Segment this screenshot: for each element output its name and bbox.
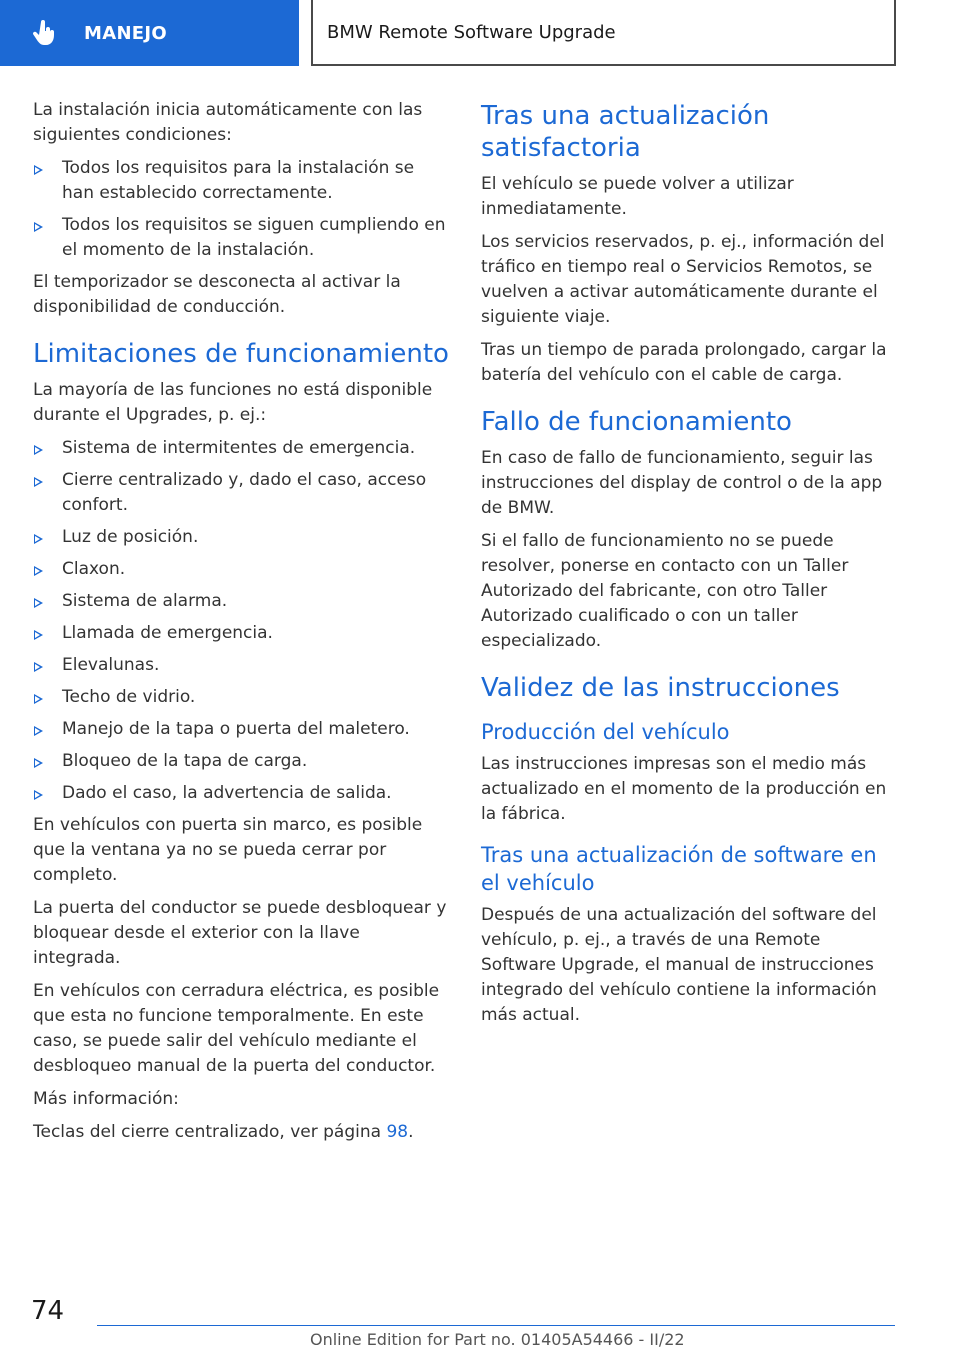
triangle-bullet-icon	[34, 165, 43, 175]
success-text-3: Tras un tiempo de parada prolongado, cargar la batería del vehículo con el cable de carga.	[481, 340, 887, 385]
driver-door-note: La puerta del conductor se puede desbloquear y bloquear desde el exterior con la llave integrada.	[33, 898, 447, 968]
list-item: Dado el caso, la advertencia de salida.	[33, 781, 449, 806]
triangle-bullet-icon	[34, 534, 43, 544]
limitations-list	[33, 436, 449, 806]
timer-note: El temporizador se desconecta al activar la disponibilidad de conducción.	[33, 272, 401, 317]
list-item: Bloqueo de la tapa de carga.	[33, 749, 449, 774]
production-heading: Producción del vehículo	[481, 720, 730, 744]
list-item: Techo de vidrio.	[33, 685, 449, 710]
failure-text-2: Si el fallo de funcionamiento no se puede resolver, ponerse en contacto con un Taller Autorizado del fabricante, con otro Taller Autorizado cualificado o con un taller especializado.	[481, 531, 849, 651]
list-item: Luz de posición.	[33, 525, 449, 550]
more-info-label: Más información:	[33, 1089, 179, 1109]
footer-divider	[97, 1325, 895, 1326]
software-update-text: Después de una actualización del software del vehículo, p. ej., a través de una Remote Software Upgrade, el manual de instrucciones integrado del vehículo contiene la información más actual.	[481, 905, 877, 1025]
list-item: Llamada de emergencia.	[33, 621, 449, 646]
success-text-2: Los servicios reservados, p. ej., información del tráfico en tiempo real o Servicios Remotos, se vuelven a activar automáticamente durante el siguiente viaje.	[481, 232, 885, 327]
hand-pointer-icon	[30, 15, 66, 51]
limitations-heading: Limitaciones de funcionamiento	[33, 339, 449, 369]
page-reference-link[interactable]: 98	[386, 1122, 409, 1142]
frameless-door-note: En vehículos con puerta sin marco, es posible que la ventana ya no se pueda cerrar por completo.	[33, 815, 423, 885]
list-item: Manejo de la tapa o puerta del maletero.	[33, 717, 449, 742]
right-column	[481, 98, 893, 1036]
success-heading: Tras una actualización satisfactoria	[481, 101, 770, 163]
page-number: 74	[31, 1296, 65, 1326]
validity-heading: Validez de las instrucciones	[481, 673, 840, 703]
production-text: Las instrucciones impresas son el medio más actualizado en el momento de la producción en la fábrica.	[481, 754, 887, 824]
conditions-list	[33, 156, 449, 263]
triangle-bullet-icon	[34, 566, 43, 576]
triangle-bullet-icon	[34, 222, 43, 232]
triangle-bullet-icon	[34, 477, 43, 487]
software-update-heading: Tras una actualización de software en el vehículo	[481, 843, 877, 895]
triangle-bullet-icon	[34, 726, 43, 736]
edition-footer: Online Edition for Part no. 01405A54466 - II/22	[310, 1330, 685, 1349]
section-tab	[0, 0, 299, 66]
list-item: Sistema de alarma.	[33, 589, 449, 614]
list-item: Elevalunas.	[33, 653, 449, 678]
list-item: Cierre centralizado y, dado el caso, acceso confort.	[33, 468, 449, 518]
list-item: Todos los requisitos para la instalación se han establecido correctamente.	[33, 156, 449, 206]
triangle-bullet-icon	[34, 790, 43, 800]
list-item: Todos los requisitos se siguen cumpliendo en el momento de la instalación.	[33, 213, 449, 263]
triangle-bullet-icon	[34, 758, 43, 768]
left-column	[33, 98, 449, 1153]
triangle-bullet-icon	[34, 662, 43, 672]
cross-reference: Teclas del cierre centralizado, ver página 98.	[33, 1122, 414, 1142]
list-item: Claxon.	[33, 557, 449, 582]
success-text-1: El vehículo se puede volver a utilizar inmediatamente.	[481, 174, 794, 219]
list-item: Sistema de intermitentes de emergencia.	[33, 436, 449, 461]
limitations-intro: La mayoría de las funciones no está disponible durante el Upgrades, p. ej.:	[33, 380, 433, 425]
install-intro: La instalación inicia automáticamente con las siguientes condiciones:	[33, 100, 423, 145]
electric-lock-note: En vehículos con cerradura eléctrica, es posible que esta no funcione temporalmente. En este caso, se puede salir del vehículo mediante el desbloqueo manual de la puerta del conductor.	[33, 981, 440, 1076]
chapter-title-box	[311, 0, 896, 66]
triangle-bullet-icon	[34, 445, 43, 455]
section-label: MANEJO	[84, 22, 168, 44]
chapter-title: BMW Remote Software Upgrade	[327, 21, 616, 43]
triangle-bullet-icon	[34, 598, 43, 608]
failure-text-1: En caso de fallo de funcionamiento, seguir las instrucciones del display de control o de la app de BMW.	[481, 448, 883, 518]
failure-heading: Fallo de funcionamiento	[481, 407, 792, 437]
triangle-bullet-icon	[34, 694, 43, 704]
triangle-bullet-icon	[34, 630, 43, 640]
